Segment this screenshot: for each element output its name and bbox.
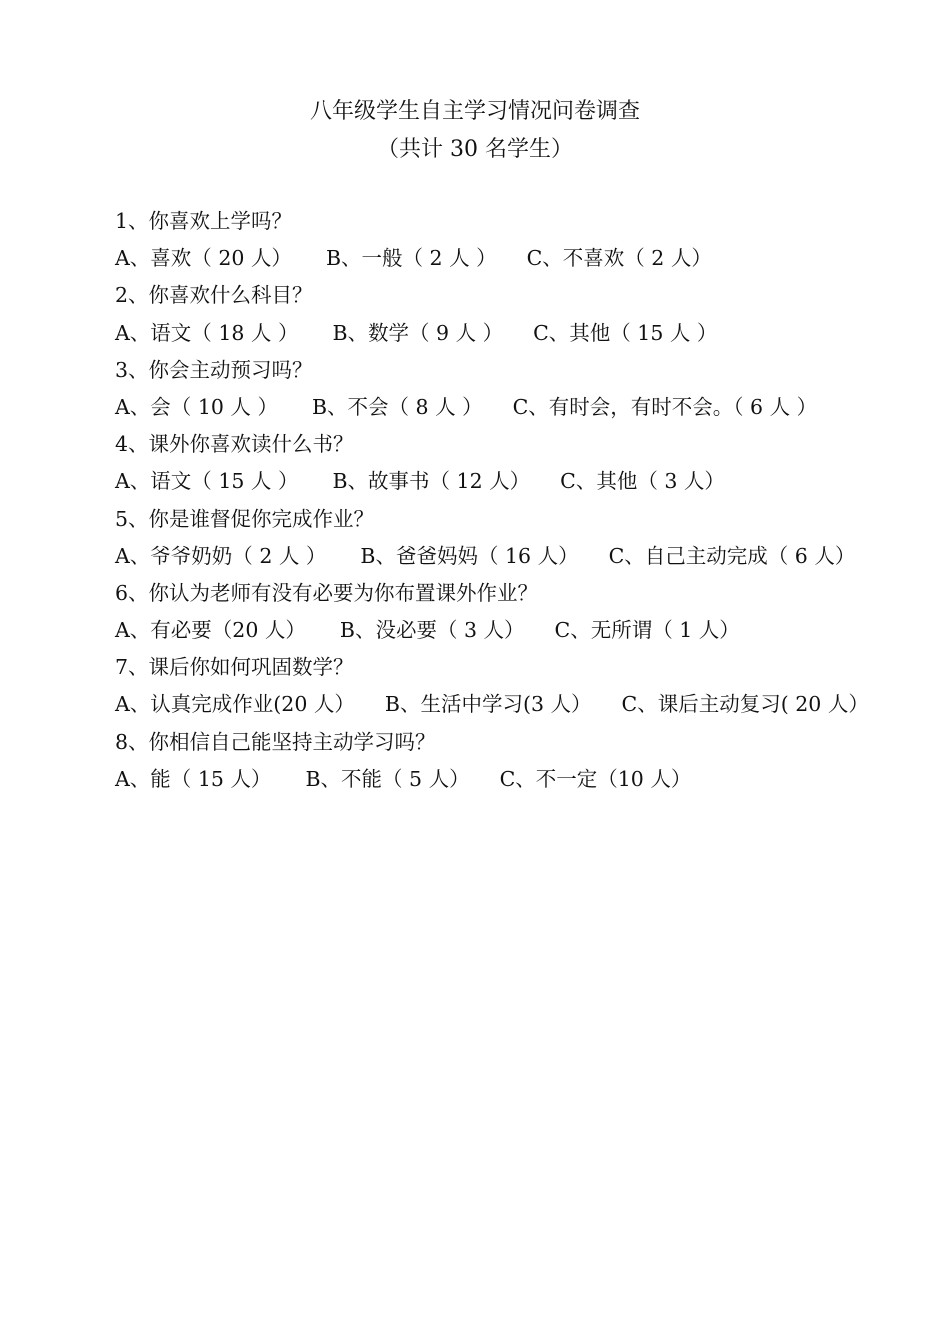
question-text: 2、你喜欢什么科目？ xyxy=(115,283,313,308)
question-item-2 xyxy=(115,279,915,353)
answer-options xyxy=(115,242,915,279)
question-text: 6、你认为老师有没有必要为你布置课外作业？ xyxy=(115,580,539,605)
option-b: B、爸爸妈妈（ 16 人） xyxy=(360,543,579,568)
option-c: C、其他（ 15 人 ） xyxy=(533,320,718,345)
option-a: A、能（ 15 人） xyxy=(115,766,272,791)
option-b: B、一般（ 2 人 ） xyxy=(325,246,497,271)
question-list xyxy=(115,205,915,800)
answer-options xyxy=(115,317,915,354)
option-a: A、认真完成作业(20 人） xyxy=(115,692,355,717)
option-a: A、语文（ 18 人 ） xyxy=(115,320,299,345)
answer-options xyxy=(115,465,915,502)
question-text: 8、你相信自己能坚持主动学习吗？ xyxy=(115,729,436,754)
option-a: A、喜欢（ 20 人） xyxy=(115,246,292,271)
question-text: 4、课外你喜欢读什么书？ xyxy=(115,432,354,457)
question-text: 1、你喜欢上学吗？ xyxy=(115,209,293,233)
option-c: C、无所谓（ 1 人） xyxy=(554,618,740,643)
question-item-8 xyxy=(115,726,915,800)
option-c: C、不一定（10 人） xyxy=(499,766,692,791)
question-item-5 xyxy=(115,503,915,577)
question-text: 7、课后你如何巩固数学？ xyxy=(115,655,354,680)
document-title: 八年级学生自主学习情况问卷调查 xyxy=(309,99,640,124)
document-subtitle: （共计 30 名学生） xyxy=(377,137,573,162)
option-b: B、不能（ 5 人） xyxy=(305,766,470,791)
question-item-6 xyxy=(115,577,915,651)
option-c: C、自己主动完成（ 6 人） xyxy=(608,543,856,568)
answer-options xyxy=(115,614,915,651)
option-b: B、生活中学习(3 人） xyxy=(384,692,592,717)
option-b: B、故事书（ 12 人） xyxy=(332,469,531,494)
question-item-3 xyxy=(115,354,915,428)
answer-options xyxy=(115,763,915,800)
question-item-4 xyxy=(115,428,915,502)
question-text: 5、你是谁督促你完成作业？ xyxy=(115,506,375,531)
option-c: C、课后主动复习( 20 人） xyxy=(621,692,869,717)
option-a: A、会（ 10 人 ） xyxy=(115,394,278,419)
option-c: C、不喜欢（ 2 人） xyxy=(526,246,712,271)
option-a: A、有必要（20 人） xyxy=(115,618,306,643)
option-c: C、其他（ 3 人） xyxy=(560,469,725,494)
answer-options xyxy=(115,391,915,428)
option-b: B、数学（ 9 人 ） xyxy=(332,320,504,345)
question-item-1 xyxy=(115,205,915,279)
option-a: A、爷爷奶奶（ 2 人 ） xyxy=(115,543,327,568)
answer-options xyxy=(115,688,915,725)
question-text: 3、你会主动预习吗？ xyxy=(115,357,313,382)
question-item-7 xyxy=(115,651,915,725)
option-c: C、有时会，有时不会。（ 6 人 ） xyxy=(512,394,818,419)
option-a: A、语文（ 15 人 ） xyxy=(115,469,299,494)
answer-options xyxy=(115,540,915,577)
option-b: B、没必要（ 3 人） xyxy=(339,618,525,643)
option-b: B、不会（ 8 人 ） xyxy=(311,394,483,419)
